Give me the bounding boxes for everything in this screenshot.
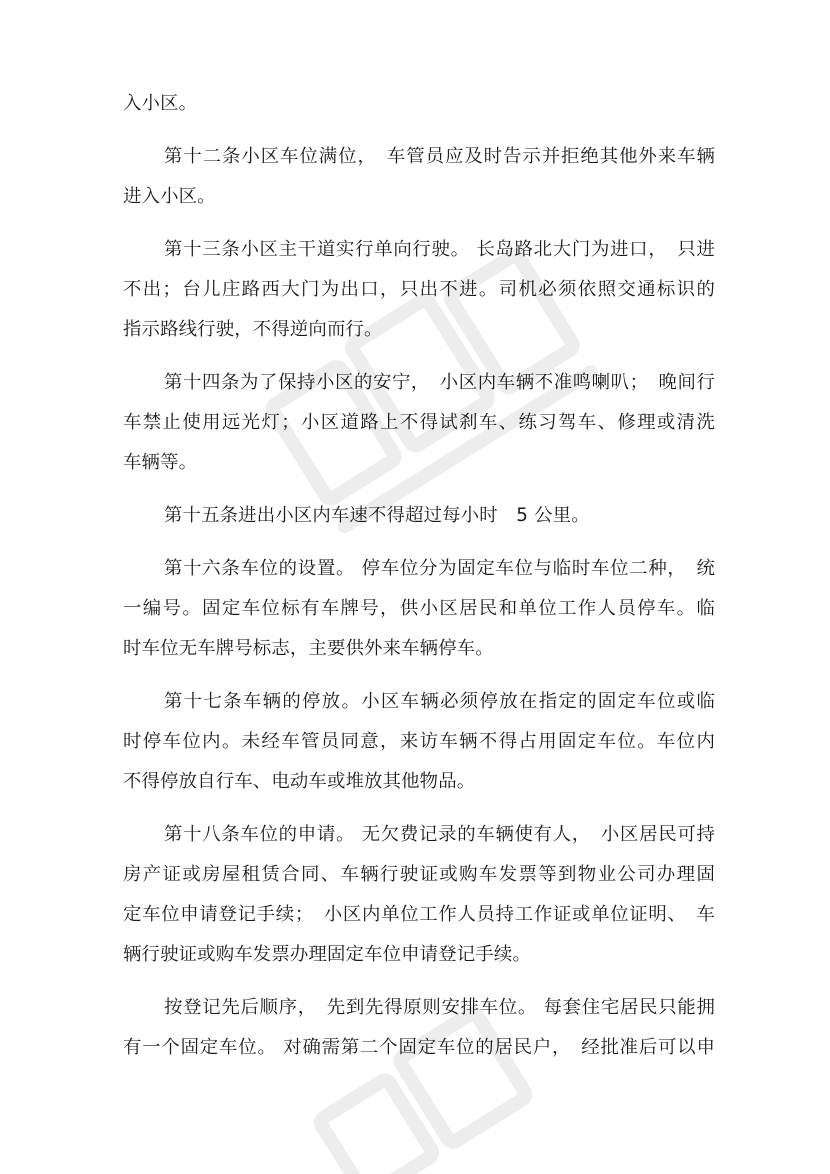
paragraph-line: 定车位申请登记手续； 小区内单位工作人员持工作证或单位证明、 车 xyxy=(123,904,715,925)
paragraph-line: 第十六条车位的设置。 停车位分为固定车位与临时车位二种， 统 xyxy=(164,558,715,579)
paragraph-line: 第十七条车辆的停放。小区车辆必须停放在指定的固定车位或临 xyxy=(164,691,715,712)
document-body xyxy=(123,84,715,1068)
paragraph-line: 一编号。固定车位标有车牌号，供小区居民和单位工作人员停车。临 xyxy=(123,598,715,619)
paragraph-line: 第十四条为了保持小区的安宁， 小区内车辆不准鸣喇叭； 晚间行 xyxy=(164,372,715,393)
paragraph-line: 第十二条小区车位满位， 车管员应及时告示并拒绝其他外来车辆 xyxy=(164,146,715,167)
paragraph-line: 第十八条车位的申请。 无欠费记录的车辆使有人， 小区居民可持 xyxy=(164,824,715,845)
paragraph-line: 时停车位内。未经车管员同意，来访车辆不得占用固定车位。车位内 xyxy=(123,731,715,752)
paragraph-line: 不出；台儿庄路西大门为出口，只出不进。司机必须依照交通标识的 xyxy=(123,279,715,300)
paragraph-line: 辆行驶证或购车发票办理固定车位申请登记手续。 xyxy=(123,944,531,965)
paragraph-line: 房产证或房屋租赁合同、车辆行驶证或购车发票等到物业公司办理固 xyxy=(123,864,715,885)
paragraph-line: 入小区。 xyxy=(123,93,198,114)
paragraph-line: 车辆等。 xyxy=(123,452,198,473)
paragraph-line: 第十五条进出小区内车速不得超过每小时 5 公里。 xyxy=(164,505,590,526)
paragraph-line: 进入小区。 xyxy=(123,186,216,207)
paragraph-line: 按登记先后顺序， 先到先得原则安排车位。 每套住宅居民只能拥 xyxy=(164,997,715,1018)
paragraph-line: 有一个固定车位。 对确需第二个固定车位的居民户， 经批准后可以申 xyxy=(123,1037,715,1058)
paragraph-line: 第十三条小区主干道实行单向行驶。 长岛路北大门为进口， 只进 xyxy=(164,239,715,260)
paragraph-line: 时车位无车牌号标志，主要供外来车辆停车。 xyxy=(123,638,494,659)
paragraph-line: 不得停放自行车、电动车或堆放其他物品。 xyxy=(123,771,476,792)
paragraph-line: 指示路线行驶，不得逆向而行。 xyxy=(123,319,383,340)
paragraph-line: 车禁止使用远光灯；小区道路上不得试刹车、练习驾车、修理或清洗 xyxy=(123,412,715,433)
